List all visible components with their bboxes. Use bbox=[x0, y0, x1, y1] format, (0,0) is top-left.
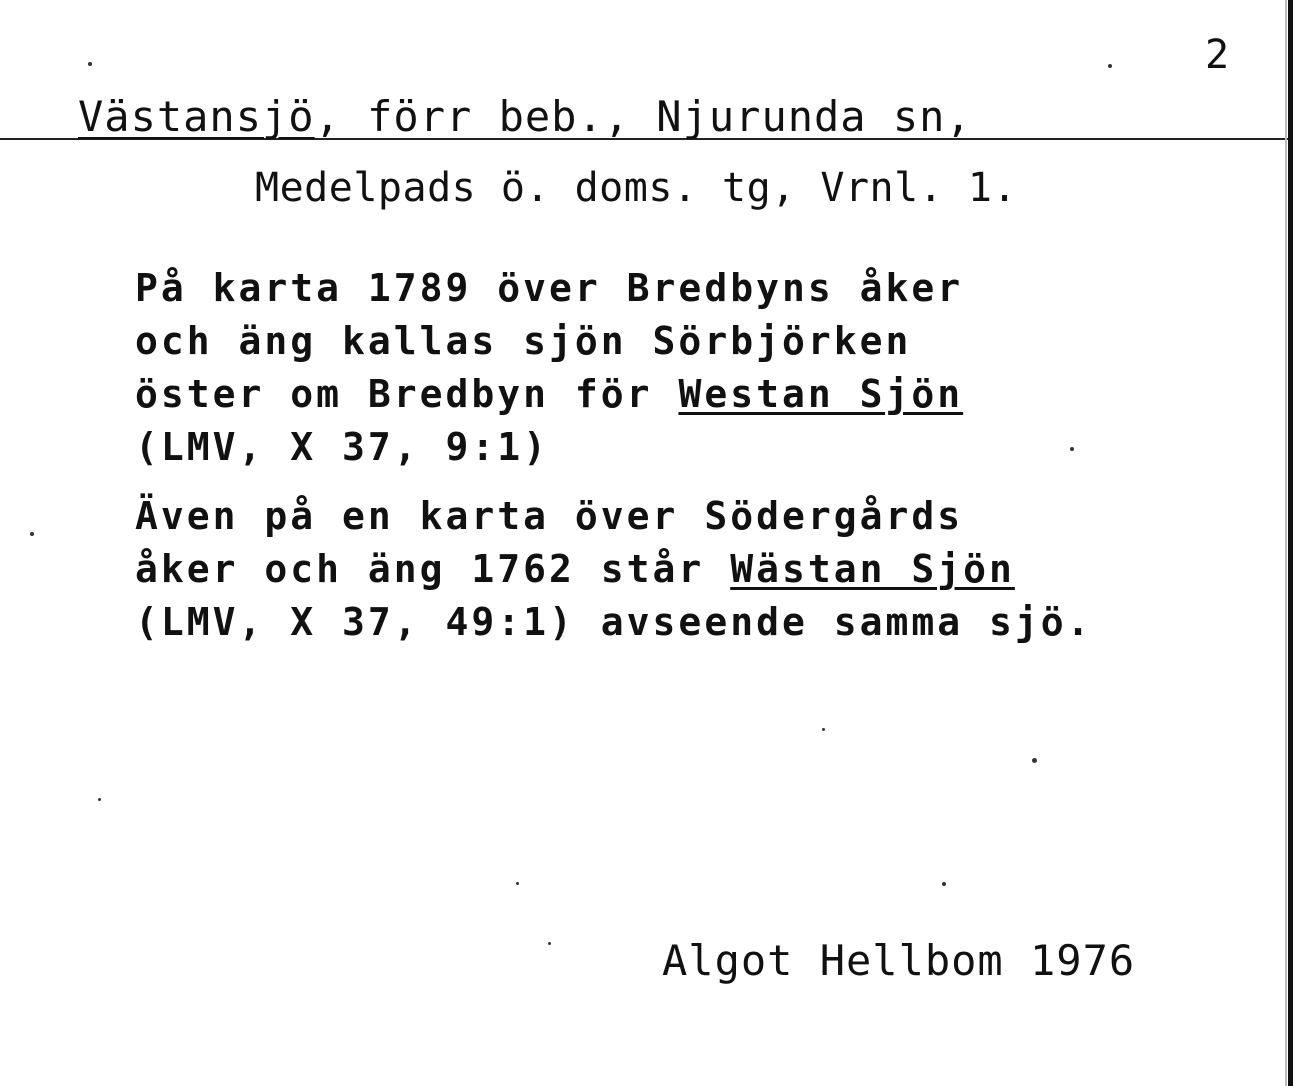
scan-speck bbox=[1032, 758, 1037, 763]
card-right-edge bbox=[1288, 0, 1293, 1086]
historic-form-westan-sjon: Westan Sjön bbox=[678, 372, 964, 416]
paragraph-1-line-2: och äng kallas sjön Sörbjörken bbox=[135, 319, 912, 363]
historic-form-wastan-sjon: Wästan Sjön bbox=[730, 547, 1015, 591]
heading-rest: , förr beb., Njurunda sn, bbox=[314, 92, 972, 141]
paragraph-2-line-2 bbox=[135, 543, 1092, 596]
scan-speck bbox=[1108, 64, 1112, 68]
paragraph-2-line-3: (LMV, X 37, 49:1) avseende samma sjö. bbox=[135, 600, 1093, 644]
paragraph-1 bbox=[135, 262, 963, 474]
signature-line: Algot Hellbom 1976 bbox=[662, 936, 1136, 985]
card-heading bbox=[78, 92, 972, 141]
heading-placename: Västansjö bbox=[78, 92, 315, 141]
paragraph-1-line-4: (LMV, X 37, 9:1) bbox=[135, 425, 550, 469]
page-number: 2 bbox=[1205, 32, 1230, 78]
paragraph-2-line-1: Även på en karta över Södergårds bbox=[135, 494, 964, 538]
card-right-edge-shadow bbox=[1285, 0, 1287, 1086]
paragraph-2-line-2-text: åker och äng 1762 står bbox=[135, 547, 731, 591]
court-district-line: Medelpads ö. doms. tg, Vrnl. 1. bbox=[255, 165, 1018, 211]
paragraph-1-line-3 bbox=[135, 368, 963, 421]
scan-speck bbox=[822, 728, 825, 731]
paragraph-2 bbox=[135, 490, 1092, 649]
scan-speck bbox=[30, 532, 34, 536]
scan-speck bbox=[516, 882, 519, 885]
scan-speck bbox=[88, 62, 92, 66]
scan-speck bbox=[1070, 447, 1074, 451]
paragraph-1-line-1: På karta 1789 över Bredbyns åker bbox=[135, 266, 964, 310]
paragraph-1-line-3-text: öster om Bredbyn för bbox=[135, 372, 679, 416]
scan-speck bbox=[98, 798, 101, 801]
scan-speck bbox=[942, 882, 946, 886]
scan-speck bbox=[548, 942, 551, 945]
